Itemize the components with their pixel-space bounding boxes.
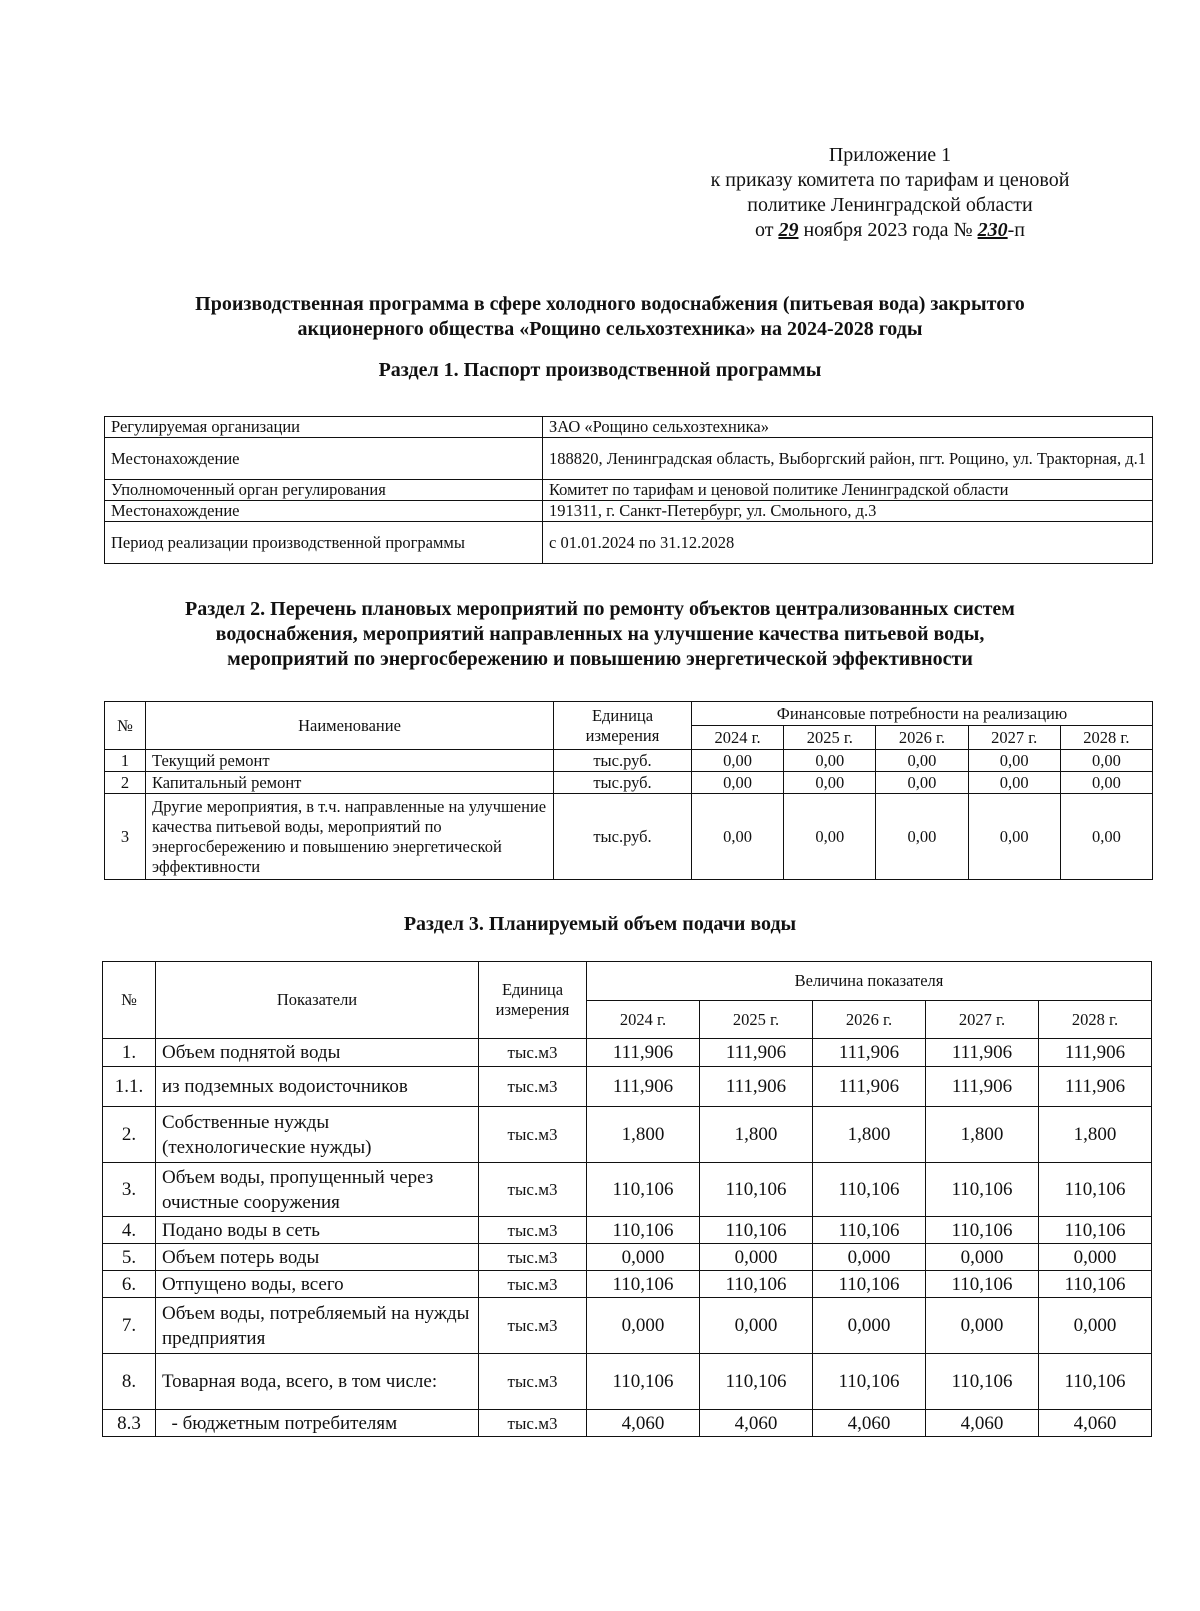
row-name: Другие мероприятия, в т.ч. направленные на улучшение качества питьевой воды, мероприятий по энергосбережению и повышению энергетической эффективности bbox=[146, 794, 554, 880]
row-unit: тыс.м3 bbox=[479, 1107, 587, 1163]
row-value: 0,00 bbox=[692, 794, 784, 880]
row-unit: тыс.м3 bbox=[479, 1067, 587, 1107]
passport-value: 188820, Ленинградская область, Выборгский район, пгт. Рощино, ул. Тракторная, д.1 bbox=[543, 438, 1153, 480]
row-value: 111,906 bbox=[587, 1039, 700, 1067]
row-value: 0,000 bbox=[700, 1298, 813, 1354]
row-unit: тыс.руб. bbox=[554, 750, 692, 772]
water-supply-table bbox=[102, 961, 1152, 1437]
row-value: 0,00 bbox=[876, 772, 968, 794]
row-value: 110,106 bbox=[813, 1271, 926, 1298]
row-name: Объем поднятой воды bbox=[156, 1039, 479, 1067]
passport-value: 191311, г. Санкт-Петербург, ул. Смольного, д.3 bbox=[543, 501, 1153, 522]
row-name: - бюджетным потребителям bbox=[156, 1410, 479, 1437]
section2-title-line: Раздел 2. Перечень плановых мероприятий по ремонту объектов централизованных систем bbox=[185, 598, 1015, 620]
col-year-header: 2026 г. bbox=[813, 1001, 926, 1039]
row-unit: тыс.м3 bbox=[479, 1217, 587, 1244]
row-value: 1,800 bbox=[1039, 1107, 1152, 1163]
row-value: 110,106 bbox=[1039, 1354, 1152, 1410]
row-num: 7. bbox=[103, 1298, 156, 1354]
table-row bbox=[103, 1107, 1152, 1163]
row-value: 0,000 bbox=[926, 1298, 1039, 1354]
table-row bbox=[105, 794, 1153, 880]
handwritten-day: 29 bbox=[778, 219, 799, 241]
row-num: 8. bbox=[103, 1354, 156, 1410]
col-year-header: 2027 г. bbox=[968, 726, 1060, 750]
row-value: 0,00 bbox=[1060, 750, 1152, 772]
row-value: 110,106 bbox=[700, 1217, 813, 1244]
table-header-row bbox=[103, 962, 1152, 1001]
row-name: Текущий ремонт bbox=[146, 750, 554, 772]
row-name: из подземных водоисточников bbox=[156, 1067, 479, 1107]
row-value: 110,106 bbox=[1039, 1163, 1152, 1217]
appendix-title: Приложение 1 bbox=[828, 144, 952, 166]
row-value: 111,906 bbox=[587, 1067, 700, 1107]
row-value: 1,800 bbox=[587, 1107, 700, 1163]
row-unit: тыс.м3 bbox=[479, 1354, 587, 1410]
row-num: 1.1. bbox=[103, 1067, 156, 1107]
row-value: 0,00 bbox=[968, 750, 1060, 772]
row-num: 4. bbox=[103, 1217, 156, 1244]
row-value: 0,00 bbox=[968, 772, 1060, 794]
table-row bbox=[103, 1039, 1152, 1067]
row-name: Объем потерь воды bbox=[156, 1244, 479, 1271]
section3-title: Раздел 3. Планируемый объем подачи воды bbox=[403, 913, 797, 935]
table-header-row bbox=[105, 702, 1153, 726]
table-row bbox=[105, 501, 1153, 522]
col-num-header: № bbox=[103, 962, 156, 1039]
row-value: 0,000 bbox=[587, 1298, 700, 1354]
col-year-header: 2027 г. bbox=[926, 1001, 1039, 1039]
row-value: 111,906 bbox=[1039, 1067, 1152, 1107]
row-unit: тыс.м3 bbox=[479, 1298, 587, 1354]
row-name: Товарная вода, всего, в том числе: bbox=[156, 1354, 479, 1410]
date-middle: ноября 2023 года № bbox=[798, 219, 978, 241]
passport-value: Комитет по тарифам и ценовой политике Ленинградской области bbox=[543, 480, 1153, 501]
col-year-header: 2028 г. bbox=[1039, 1001, 1152, 1039]
passport-label: Регулируемая организации bbox=[105, 417, 543, 438]
row-value: 4,060 bbox=[926, 1410, 1039, 1437]
col-name-header: Наименование bbox=[146, 702, 554, 750]
row-value: 0,00 bbox=[692, 772, 784, 794]
row-num: 1 bbox=[105, 750, 146, 772]
passport-label: Уполномоченный орган регулирования bbox=[105, 480, 543, 501]
appendix-line: политике Ленинградской области bbox=[747, 194, 1033, 216]
document-title bbox=[110, 292, 1110, 342]
row-value: 1,800 bbox=[926, 1107, 1039, 1163]
row-value: 110,106 bbox=[926, 1217, 1039, 1244]
row-num: 2. bbox=[103, 1107, 156, 1163]
section2-title-line: мероприятий по энергосбережению и повышению энергетической эффективности bbox=[227, 648, 973, 670]
row-name: Отпущено воды, всего bbox=[156, 1271, 479, 1298]
order-date-line bbox=[660, 218, 1120, 243]
col-year-header: 2028 г. bbox=[1060, 726, 1152, 750]
row-value: 0,000 bbox=[926, 1244, 1039, 1271]
col-unit-header: Единица измерения bbox=[554, 702, 692, 750]
col-group-header: Величина показателя bbox=[587, 962, 1152, 1001]
row-value: 110,106 bbox=[813, 1163, 926, 1217]
section1-title: Раздел 1. Паспорт производственной программы bbox=[378, 359, 822, 381]
row-value: 110,106 bbox=[813, 1354, 926, 1410]
table-row bbox=[103, 1410, 1152, 1437]
row-value: 0,00 bbox=[784, 772, 876, 794]
row-name: Капитальный ремонт bbox=[146, 772, 554, 794]
row-value: 111,906 bbox=[813, 1039, 926, 1067]
row-unit: тыс.м3 bbox=[479, 1410, 587, 1437]
row-value: 0,000 bbox=[813, 1244, 926, 1271]
document-title-line: Производственная программа в сфере холодного водоснабжения (питьевая вода) закрытого bbox=[195, 293, 1025, 315]
row-value: 110,106 bbox=[587, 1163, 700, 1217]
col-num-header: № bbox=[105, 702, 146, 750]
table-row bbox=[105, 417, 1153, 438]
passport-value: ЗАО «Рощино сельхозтехника» bbox=[543, 417, 1153, 438]
row-value: 110,106 bbox=[700, 1163, 813, 1217]
table-row bbox=[105, 772, 1153, 794]
row-value: 110,106 bbox=[926, 1271, 1039, 1298]
row-value: 0,00 bbox=[1060, 772, 1152, 794]
row-name: Объем воды, потребляемый на нужды предприятия bbox=[156, 1298, 479, 1354]
row-num: 3. bbox=[103, 1163, 156, 1217]
row-value: 0,000 bbox=[1039, 1298, 1152, 1354]
row-value: 4,060 bbox=[813, 1410, 926, 1437]
row-unit: тыс.м3 bbox=[479, 1244, 587, 1271]
col-name-header: Показатели bbox=[156, 962, 479, 1039]
row-value: 110,106 bbox=[926, 1354, 1039, 1410]
row-value: 110,106 bbox=[1039, 1271, 1152, 1298]
row-value: 0,00 bbox=[968, 794, 1060, 880]
table-row bbox=[105, 438, 1153, 480]
row-name: Собственные нужды (технологические нужды) bbox=[156, 1107, 479, 1163]
passport-label: Местонахождение bbox=[105, 438, 543, 480]
row-value: 110,106 bbox=[700, 1271, 813, 1298]
table-row bbox=[103, 1163, 1152, 1217]
passport-value: с 01.01.2024 по 31.12.2028 bbox=[543, 522, 1153, 564]
row-value: 0,000 bbox=[813, 1298, 926, 1354]
row-value: 4,060 bbox=[1039, 1410, 1152, 1437]
row-value: 0,00 bbox=[1060, 794, 1152, 880]
row-num: 5. bbox=[103, 1244, 156, 1271]
col-unit-header: Единица измерения bbox=[479, 962, 587, 1039]
col-group-header: Финансовые потребности на реализацию bbox=[692, 702, 1153, 726]
row-value: 110,106 bbox=[587, 1354, 700, 1410]
row-value: 110,106 bbox=[700, 1354, 813, 1410]
row-value: 0,00 bbox=[784, 750, 876, 772]
section2-title-line: водоснабжения, мероприятий направленных на улучшение качества питьевой воды, bbox=[215, 623, 985, 645]
table-row bbox=[103, 1244, 1152, 1271]
row-num: 2 bbox=[105, 772, 146, 794]
col-year-header: 2026 г. bbox=[876, 726, 968, 750]
row-name: Подано воды в сеть bbox=[156, 1217, 479, 1244]
row-num: 1. bbox=[103, 1039, 156, 1067]
row-value: 110,106 bbox=[813, 1217, 926, 1244]
col-year-header: 2025 г. bbox=[784, 726, 876, 750]
table-row bbox=[103, 1298, 1152, 1354]
row-value: 0,00 bbox=[876, 750, 968, 772]
order-suffix: -п bbox=[1007, 219, 1026, 241]
col-year-header: 2024 г. bbox=[587, 1001, 700, 1039]
row-unit: тыс.м3 bbox=[479, 1039, 587, 1067]
row-num: 6. bbox=[103, 1271, 156, 1298]
passport-label: Местонахождение bbox=[105, 501, 543, 522]
row-value: 110,106 bbox=[926, 1163, 1039, 1217]
row-value: 111,906 bbox=[926, 1067, 1039, 1107]
row-value: 0,00 bbox=[876, 794, 968, 880]
passport-label: Период реализации производственной программы bbox=[105, 522, 543, 564]
table-row bbox=[105, 750, 1153, 772]
table-row bbox=[105, 522, 1153, 564]
date-prefix: от bbox=[754, 219, 779, 241]
row-value: 111,906 bbox=[700, 1067, 813, 1107]
col-year-header: 2024 г. bbox=[692, 726, 784, 750]
row-value: 111,906 bbox=[926, 1039, 1039, 1067]
appendix-line: к приказу комитета по тарифам и ценовой bbox=[710, 169, 1070, 191]
table-row bbox=[103, 1217, 1152, 1244]
row-value: 111,906 bbox=[1039, 1039, 1152, 1067]
appendix-header bbox=[660, 143, 1120, 243]
document-title-line: акционерного общества «Рощино сельхозтехника» на 2024-2028 годы bbox=[297, 318, 923, 340]
section2-title bbox=[80, 597, 1120, 672]
row-value: 0,000 bbox=[1039, 1244, 1152, 1271]
row-unit: тыс.руб. bbox=[554, 794, 692, 880]
row-value: 0,000 bbox=[587, 1244, 700, 1271]
row-unit: тыс.м3 bbox=[479, 1163, 587, 1217]
row-value: 110,106 bbox=[587, 1217, 700, 1244]
row-num: 3 bbox=[105, 794, 146, 880]
row-value: 4,060 bbox=[700, 1410, 813, 1437]
measures-table bbox=[104, 701, 1153, 880]
row-value: 1,800 bbox=[813, 1107, 926, 1163]
passport-table bbox=[104, 416, 1153, 564]
table-row bbox=[105, 480, 1153, 501]
row-value: 4,060 bbox=[587, 1410, 700, 1437]
row-unit: тыс.руб. bbox=[554, 772, 692, 794]
table-row bbox=[103, 1067, 1152, 1107]
row-value: 1,800 bbox=[700, 1107, 813, 1163]
row-value: 110,106 bbox=[1039, 1217, 1152, 1244]
row-name: Объем воды, пропущенный через очистные сооружения bbox=[156, 1163, 479, 1217]
col-year-header: 2025 г. bbox=[700, 1001, 813, 1039]
handwritten-order-number: 230 bbox=[977, 219, 1008, 241]
row-value: 0,00 bbox=[692, 750, 784, 772]
row-value: 0,000 bbox=[700, 1244, 813, 1271]
row-value: 111,906 bbox=[700, 1039, 813, 1067]
table-row bbox=[103, 1354, 1152, 1410]
row-num: 8.3 bbox=[103, 1410, 156, 1437]
table-row bbox=[103, 1271, 1152, 1298]
row-unit: тыс.м3 bbox=[479, 1271, 587, 1298]
row-value: 110,106 bbox=[587, 1271, 700, 1298]
row-value: 0,00 bbox=[784, 794, 876, 880]
row-value: 111,906 bbox=[813, 1067, 926, 1107]
